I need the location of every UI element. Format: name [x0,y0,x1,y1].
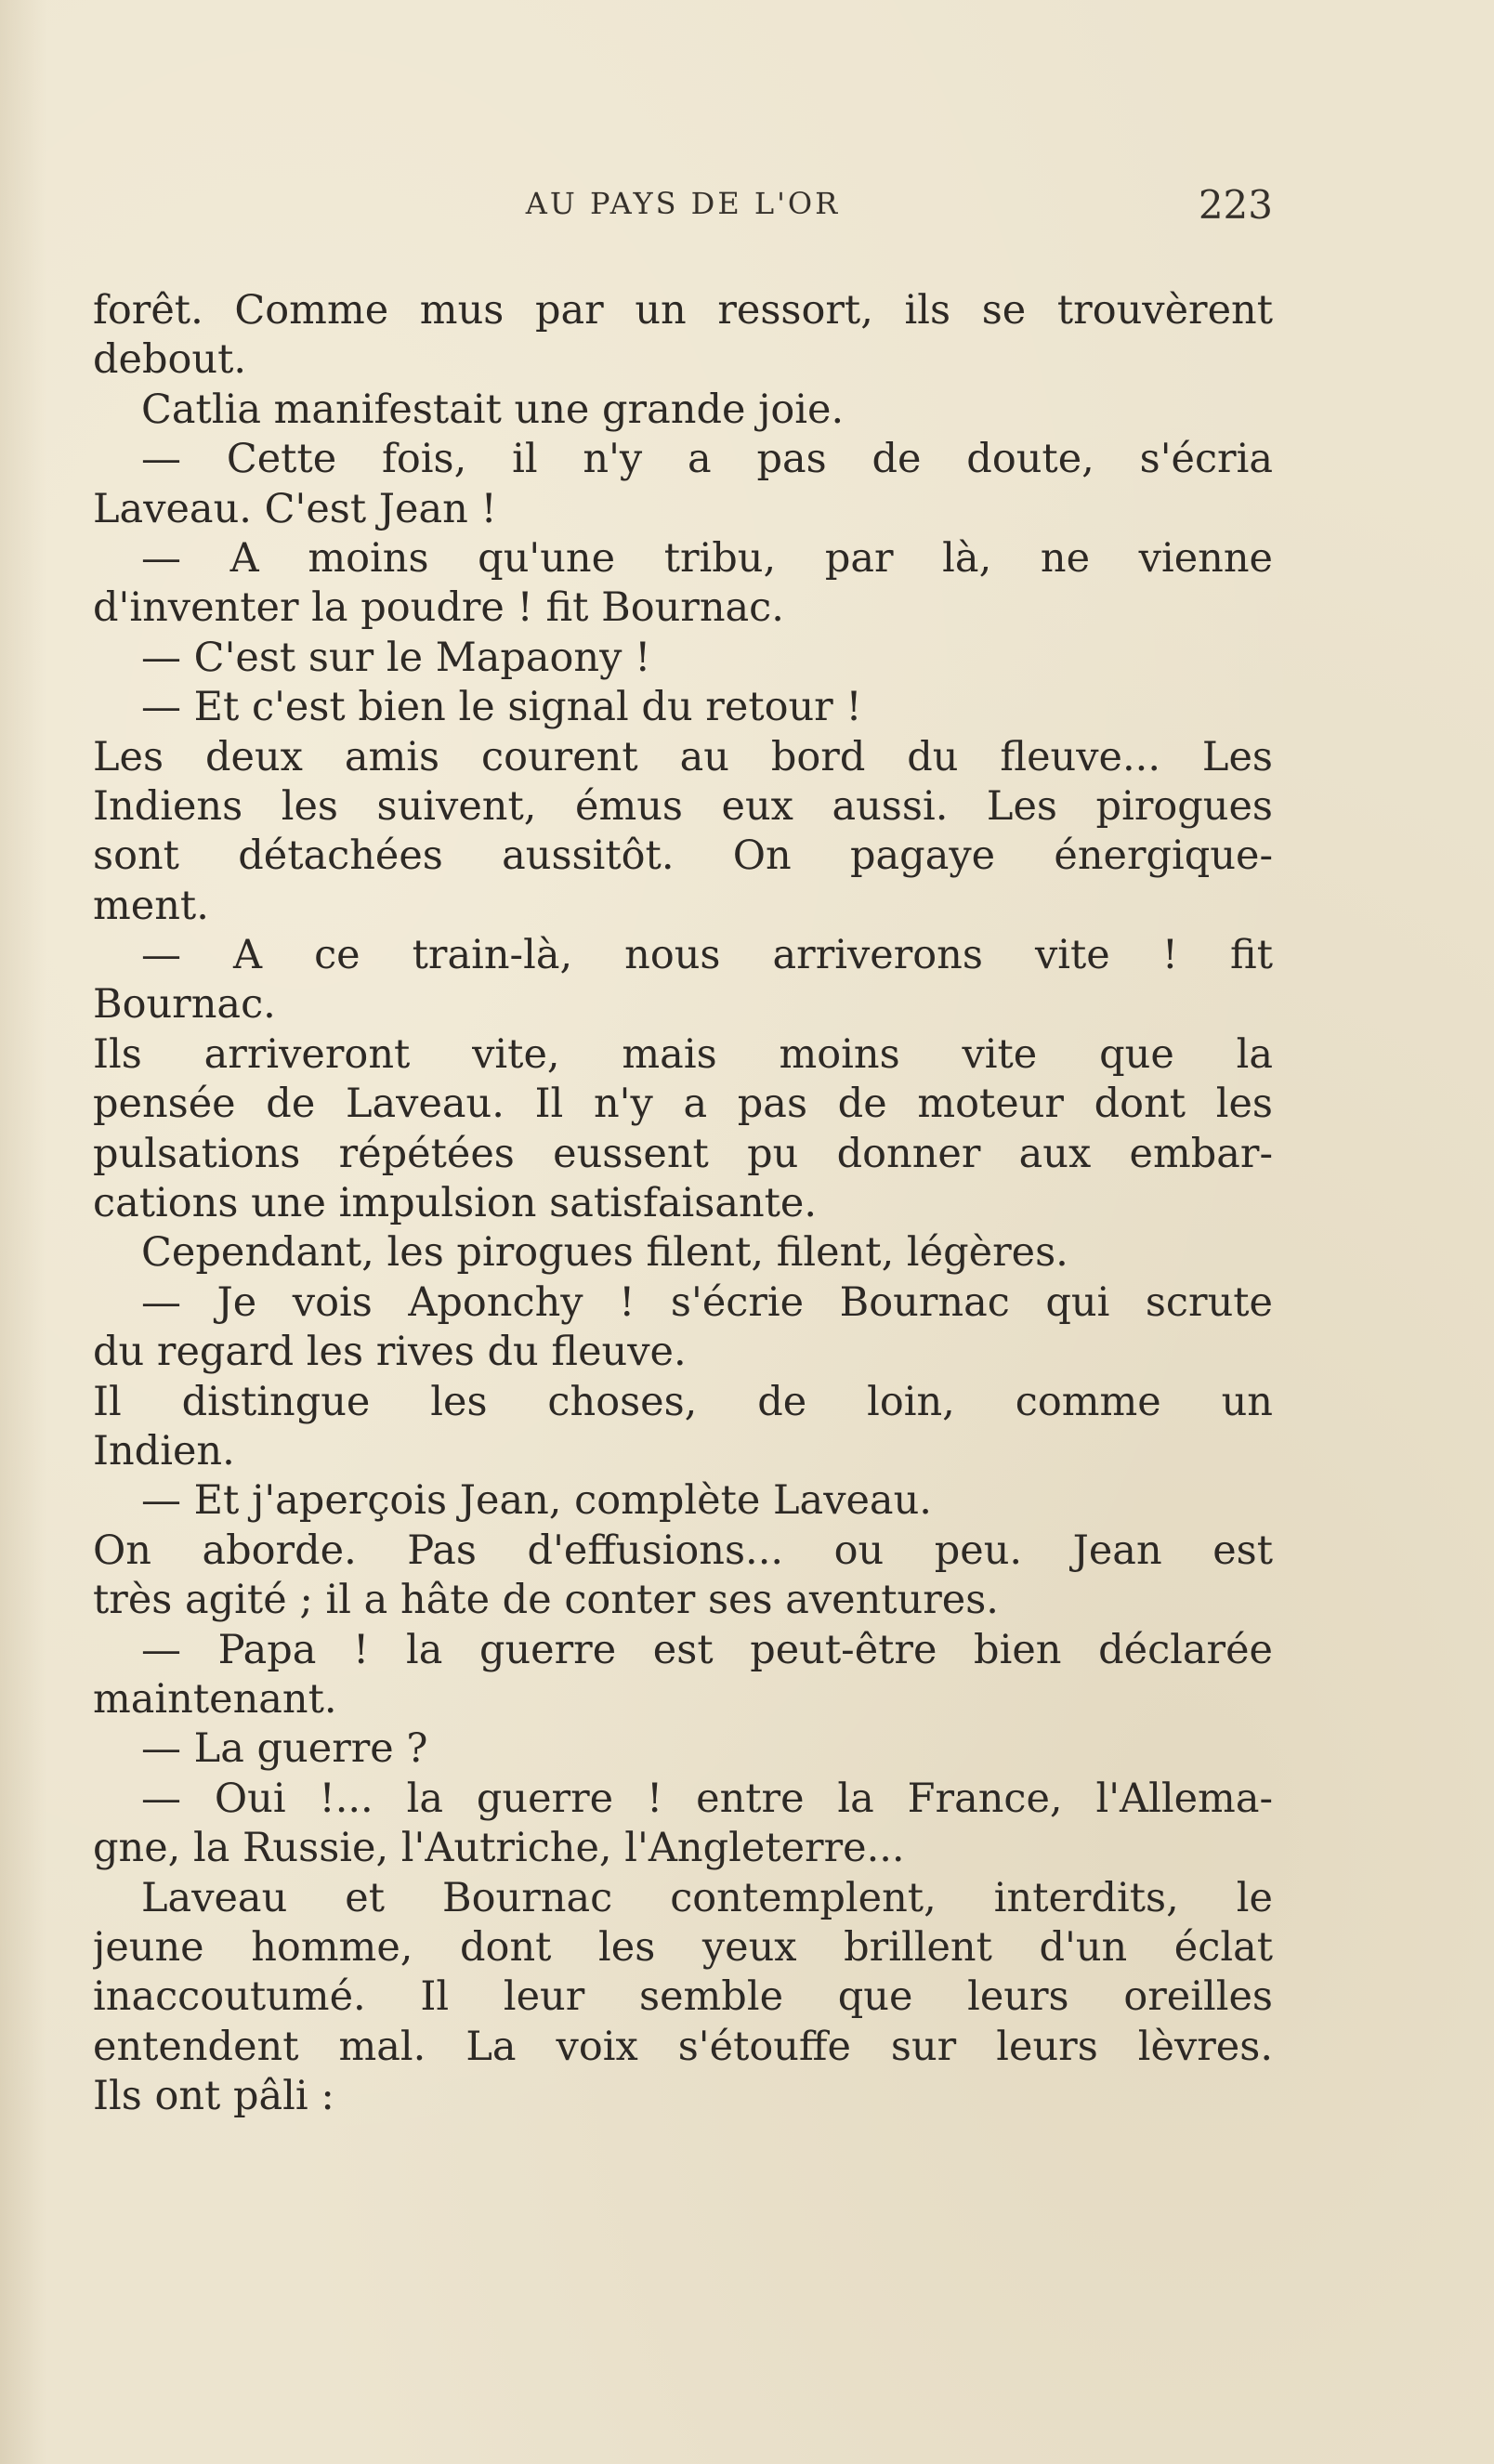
text-line: — Et c'est bien le signal du retour ! [141,684,862,731]
text-line: sont détachées aussitôt. On pagaye énergique- [93,832,1273,880]
text-line: très agité ; il a hâte de conter ses aventures. [93,1577,999,1624]
text-line: pulsations répétées eussent pu donner aux embar- [93,1130,1273,1177]
text-line: — Je vois Aponchy ! s'écrie Bournac qui scrute [141,1278,1273,1326]
text-line: jeune homme, dont les yeux brillent d'un éclat [93,1923,1273,1971]
text-line: — A ce train-là, nous arriverons vite ! fit [141,932,1273,979]
body-text [93,286,1273,2121]
text-line: ment. [93,882,209,929]
text-line: — Papa ! la guerre est peut-être bien déclarée [141,1626,1273,1673]
text-line: Bournac. [93,981,276,1029]
running-title: AU PAYS DE L'OR [525,186,841,221]
text-line: gne, la Russie, l'Autriche, l'Angleterre... [93,1825,905,1872]
text-line: — Cette fois, il n'y a pas de doute, s'écria [141,436,1273,483]
text-line: Laveau. C'est Jean ! [93,485,497,532]
text-line: Ils ont pâli : [93,2073,334,2120]
text-line: entendent mal. La voix s'étouffe sur leurs lèvres. [93,2023,1273,2070]
text-line: Il distingue les choses, de loin, comme un [93,1378,1273,1425]
text-line: — Oui !... la guerre ! entre la France, l'Allema- [141,1775,1273,1822]
text-line: Indien. [93,1427,235,1474]
text-line: debout. [93,336,247,384]
text-line: Cependant, les pirogues filent, filent, légères. [141,1229,1068,1277]
text-line: Les deux amis courent au bord du fleuve... Les [93,733,1273,780]
running-header [93,182,1273,242]
text-line: forêt. Comme mus par un ressort, ils se trouvèrent [93,287,1273,334]
text-line: Ils arriveront vite, mais moins vite que la [93,1030,1273,1078]
text-line: Indiens les suivent, émus eux aussi. Les pirogues [93,782,1273,830]
page-number: 223 [1198,182,1273,228]
text-line: — A moins qu'une tribu, par là, ne vienne [141,534,1273,582]
text-line: maintenant. [93,1675,337,1723]
text-line: — Et j'aperçois Jean, complète Laveau. [141,1477,932,1525]
text-line: — La guerre ? [141,1725,428,1773]
text-line: Laveau et Bournac contemplent, interdits, le [141,1874,1273,1921]
text-line: du regard les rives du fleuve. [93,1329,687,1376]
text-line: pensée de Laveau. Il n'y a pas de moteur dont les [93,1081,1273,1128]
text-line: inaccoutumé. Il leur semble que leurs oreilles [93,1973,1273,2021]
text-line: Catlia manifestait une grande joie. [141,386,845,433]
text-line: — C'est sur le Mapaony ! [141,634,651,681]
text-line: cations une impulsion satisfaisante. [93,1180,818,1227]
text-line: d'inventer la poudre ! fit Bournac. [93,584,784,632]
text-line: On aborde. Pas d'effusions... ou peu. Jean est [93,1527,1273,1574]
